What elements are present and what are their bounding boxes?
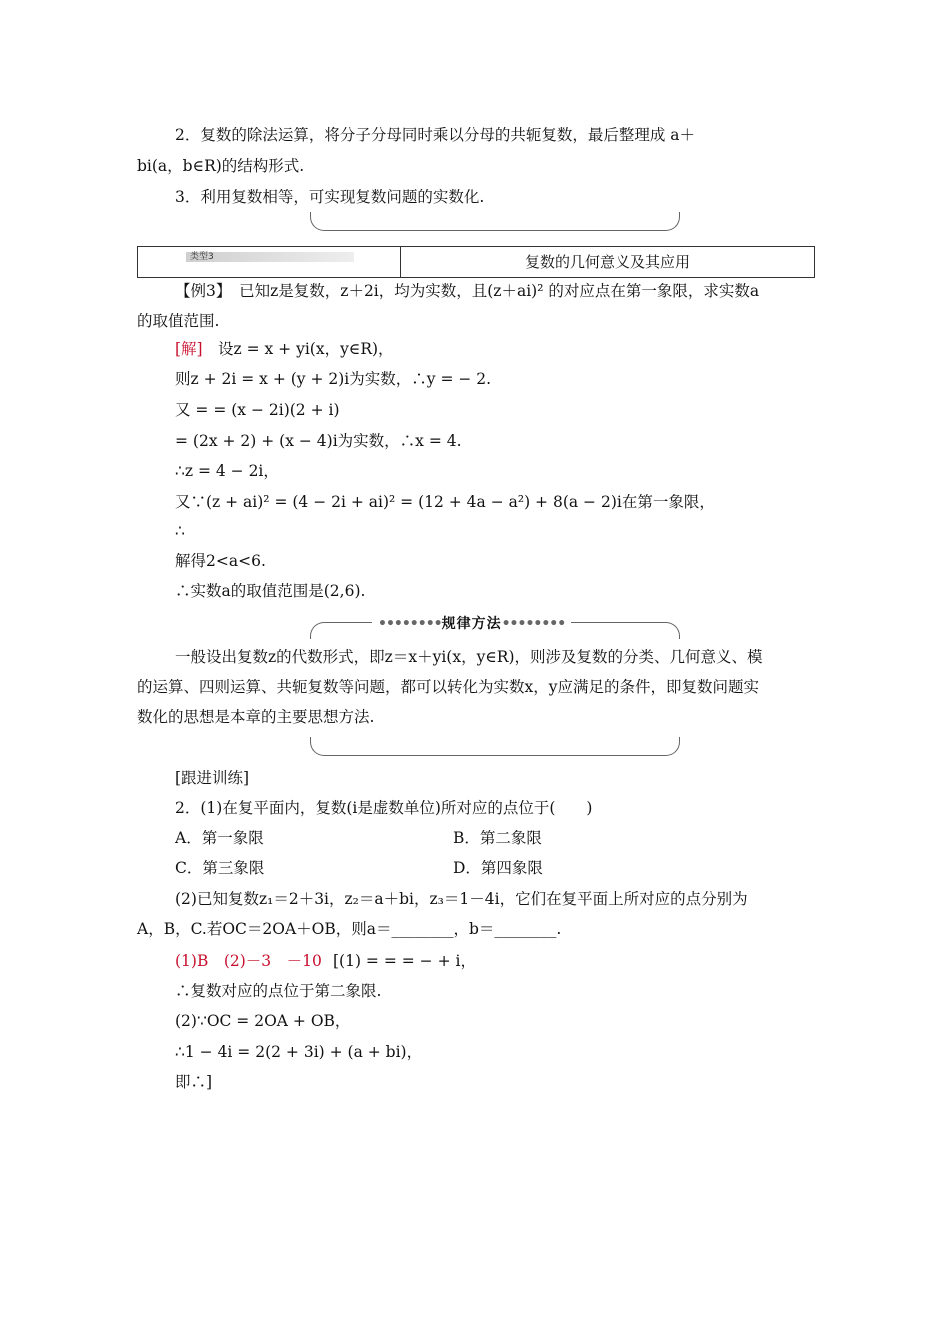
practice-heading: [跟进训练]	[175, 769, 250, 787]
method-label: ••••••••规律方法••••••••	[372, 613, 571, 633]
method-line2: 的运算、四则运算、共轭复数等问题，都可以转化为实数x，y应满足的条件，即复数问题实	[137, 678, 760, 696]
intro-p2-line2: bi(a，b∈R)的结构形式.	[137, 157, 305, 175]
method-frame-bottom	[310, 737, 680, 756]
example-line2: 的取值范围.	[137, 312, 220, 330]
intro-p3: 3．利用复数相等，可实现复数问题的实数化.	[175, 188, 485, 206]
option-d: D．第四象限	[453, 859, 543, 877]
answer-line4: ∴1 − 4i = 2(2 + 3i) + (a + bi)，	[175, 1043, 423, 1061]
option-c: C．第三象限	[175, 859, 265, 877]
practice-q2-line2: A，B，C.若OC＝2OA＋OB，则a＝________，b＝________.	[137, 920, 562, 938]
method-line3: 数化的思想是本章的主要思想方法.	[137, 708, 375, 726]
option-b: B．第二象限	[453, 829, 542, 847]
solution-line4: = (2x + 2) + (x − 4)i为实数，∴x = 4.	[175, 432, 462, 450]
method-line1: 一般设出复数z的代数形式，即z＝x＋yi(x，y∈R)，则涉及复数的分类、几何意义、模	[175, 648, 763, 666]
solution-line5: ∴z = 4 − 2i，	[175, 462, 279, 480]
solution-line8: 解得2<a<6.	[175, 552, 266, 570]
method-dots-right: ••••••••	[501, 616, 566, 632]
answer-line5: 即∴]	[175, 1073, 213, 1091]
answer-line2: ∴复数对应的点位于第二象限.	[175, 982, 382, 1000]
practice-q1: 2．(1)在复平面内，复数(i是虚数单位)所对应的点位于( )	[175, 799, 593, 817]
solution-line2: 则z + 2i = x + (y + 2)i为实数，∴y = − 2.	[175, 370, 492, 388]
solution-line6: 又∵(z + ai)² = (4 − 2i + ai)² = (12 + 4a − a²) + 8(a − 2)i在第一象限，	[175, 493, 715, 511]
solution-label: [解]	[175, 340, 203, 358]
intro-p2-line1: 2．复数的除法运算，将分子分母同时乘以分母的共轭复数，最后整理成 a＋	[175, 126, 696, 144]
method-dots-left: ••••••••	[378, 616, 442, 632]
solution-line1: 设z = x + yi(x，y∈R)，	[218, 340, 394, 358]
solution-line9: ∴实数a的取值范围是(2,6).	[175, 582, 366, 600]
solution-line3: 又 = = (x − 2i)(2 + i)	[175, 401, 340, 419]
example-line1: 【例3】 已知z是复数，z＋2i，均为实数，且(z＋ai)² 的对应点在第一象限，求实数a	[175, 282, 760, 300]
type-title: 复数的几何意义及其应用	[524, 253, 690, 271]
solution-line7: ∴	[175, 522, 185, 540]
type-tag: 类型3	[186, 252, 354, 262]
answer-key: (1)B (2)－3 －10	[175, 952, 322, 970]
section-divider-top	[310, 212, 680, 231]
practice-q2-line1: (2)已知复数z₁＝2＋3i，z₂＝a＋bi，z₃＝1－4i，它们在复平面上所对应的点分别为	[175, 890, 748, 908]
type-tag-cell	[138, 247, 401, 277]
type-header-box	[137, 246, 815, 278]
option-a: A．第一象限	[175, 829, 264, 847]
answer-line1: [(1) = = = − + i，	[333, 952, 476, 970]
answer-line3: (2)∵OC = 2OA + OB，	[175, 1012, 351, 1030]
